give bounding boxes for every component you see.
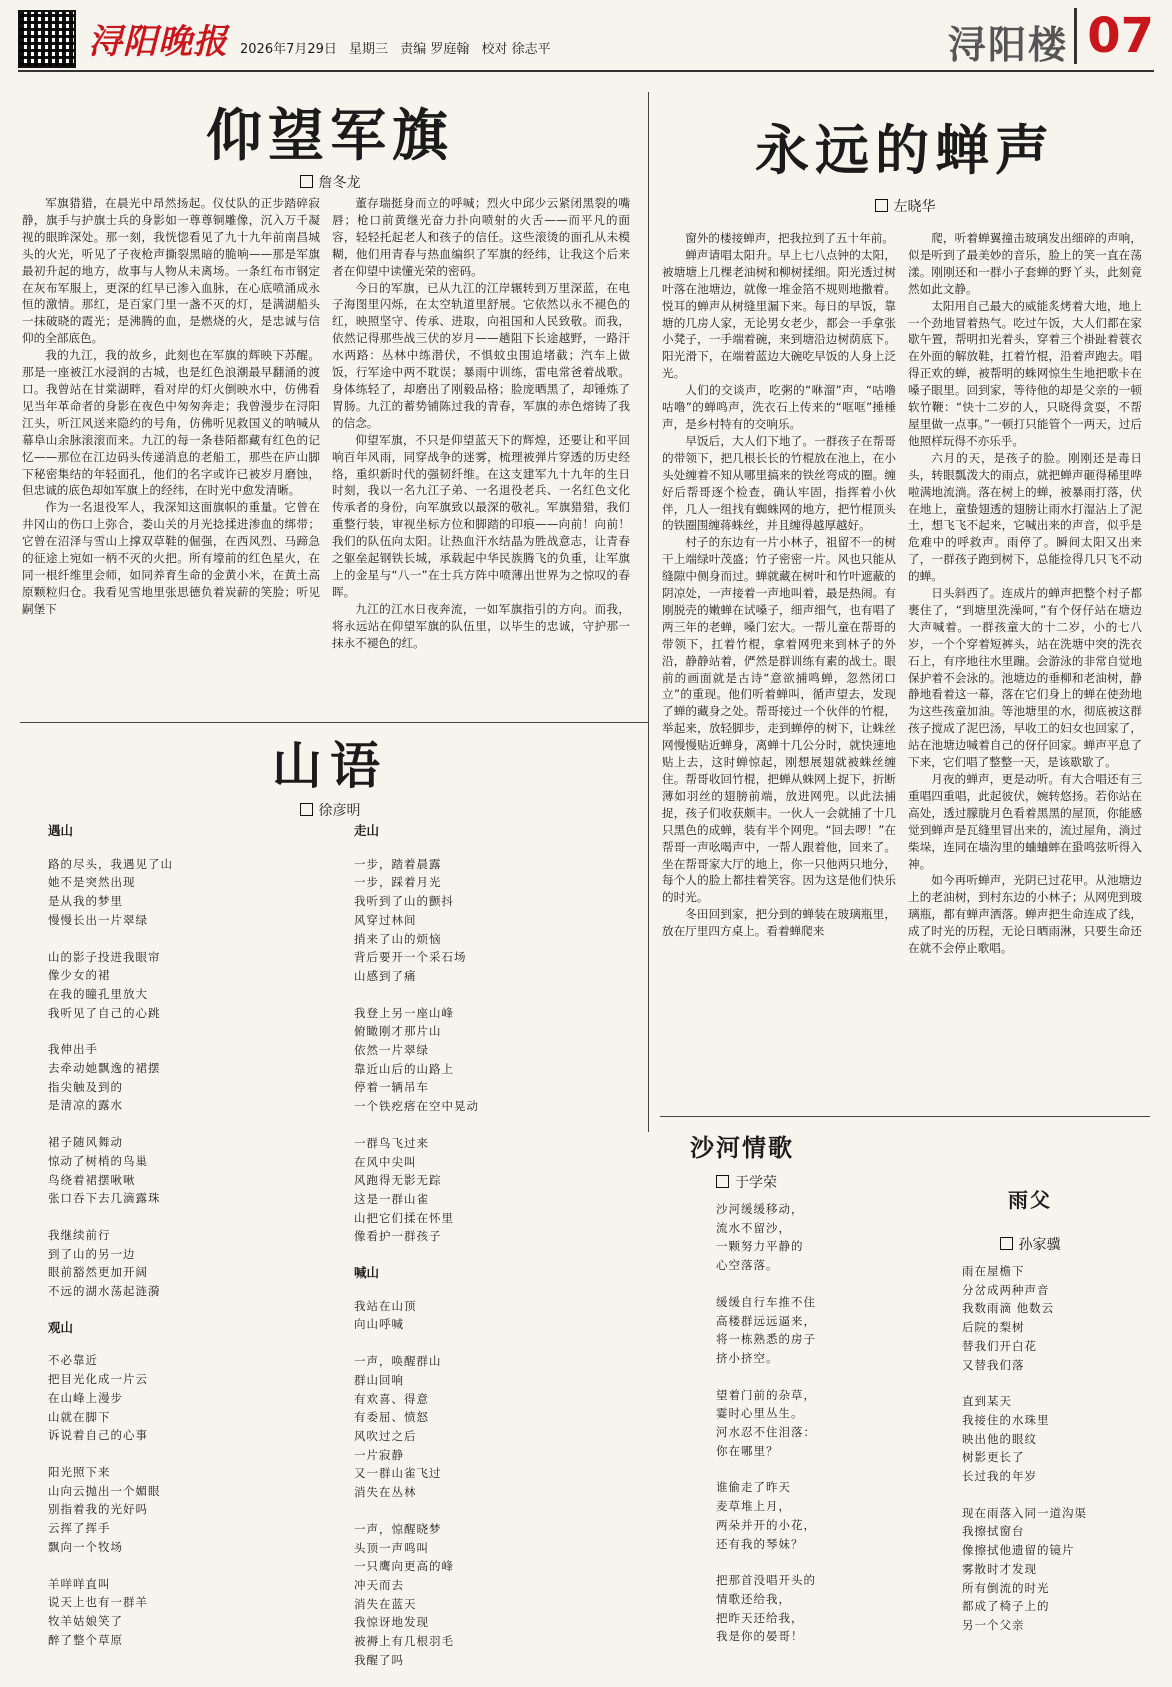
poem-line: 把昨天还给我， [716,1610,804,1625]
poem-line: 俯瞰刚才那片山 [354,1024,442,1039]
poem-shanyu-left [48,816,318,1667]
poem-line: 群山回响 [354,1372,404,1387]
poem-line: 羊咩咩直叫 [48,1576,111,1591]
poem-stanza [48,948,318,1023]
proof-credit: 校对 徐志平 [481,42,551,57]
poem-line: 山把它们揉在怀里 [354,1210,454,1225]
poem-line: 把那首没唱开头的 [716,1573,816,1588]
poem-line: 像擦拭他遗留的镜片 [962,1543,1075,1558]
poem-line: 一步，踏着晨露 [354,856,442,871]
poem-line: 捎来了山的烦恼 [354,931,442,946]
poem-line: 靠近山后的山路上 [354,1061,454,1076]
poem-line: 分岔成两种声音 [962,1282,1050,1297]
poem-stanza [48,1226,318,1301]
paragraph: 早饭后，大人们下地了。一群孩子在帮哥的带领下，把几根长长的竹棍放在池上，在小头处缠着不知从哪里搞来的铁丝弯成的圈。缠好后帮哥逐个检查，确认牢固，指挥着小伙伴，几人一组找有蜘蛛网的地方，把竹棍顶头的铁圈围缠蒋蛛丝，并且缠得越厚越好。 [662,433,896,533]
poem-stanza [962,1392,1152,1486]
poem-line: 像少女的裙 [48,968,111,983]
poem-line: 消失在蓝天 [354,1596,417,1611]
poem-stanza [48,855,318,930]
poem-line: 路的尽头，我遇见了山 [48,856,173,871]
poem-stanza [716,1386,916,1461]
poem-subtitle: 观山 [48,1319,74,1335]
paragraph: 仰望军旗，不只是仰望蓝天下的辉煌，还要让和平回响百年风雨，同穿战争的迷雾，梳理被弹片穿透的历史经络，重织新时代的强韧纤维。在这支建军九十九年的生日时刻，我以一名九江子弟、一名退役老兵、一名红色文化传承者的身份，向军旗致以最深的敬礼。军旗猎猎，我们重整行装，审视坐标方位和脚踏的印痕——向前！向前！我们的队伍向太阳。让热血汗水结晶为胜战意志，让青春之躯垒起钢铁长城，承载起中华民族腾飞的负重，让军旗上的金星与“八一”在士兵方阵中喷薄出世界为之惊叹的春晖。 [332,432,630,599]
column-divider [648,92,649,1132]
poem-shanyu-title: 山语 [272,736,388,795]
poem-shanyu-right [354,816,634,1687]
poem-line: 直到某天 [962,1394,1012,1409]
poem-line: 心空落落。 [716,1258,779,1273]
article1-title: 仰望军旗 [206,103,454,169]
poem-line: 阳光照下来 [48,1464,111,1479]
poem-line: 不远的湖水荡起涟漪 [48,1284,161,1299]
poem-line: 在山峰上漫步 [48,1390,123,1405]
poem-line: 醉了整个草原 [48,1632,123,1647]
poem-line: 慢慢长出一片翠绿 [48,912,148,927]
poem-line: 一声，惊醒晓梦 [354,1521,442,1536]
poem-stanza [716,1478,916,1553]
poem-line: 挤小挤空。 [716,1350,779,1365]
poem-stanza [354,1004,634,1116]
poem-yufu-author: 孙家骥 [1018,1237,1061,1253]
poem-line: 映出他的眼纹 [962,1431,1037,1446]
poem-line: 张口吞下去几滴露珠 [48,1191,161,1206]
poem-line: 沙河缓缓移动， [716,1202,804,1216]
poem-line: 我伸出手 [48,1042,98,1057]
section-name: 浔阳楼 [947,22,1068,67]
poem-line: 惊动了树梢的鸟巢 [48,1153,148,1168]
article2-byline [660,196,1150,216]
poem-line: 我擦拭窗台 [962,1524,1025,1539]
poem-shahe-body [716,1200,916,1664]
page-header [18,8,1154,70]
poem-line: 我数雨滴 他数云 [962,1301,1055,1316]
poem-line: 诉说着自己的心事 [48,1428,148,1443]
paragraph: 蝉声请唱太阳升。早上七八点钟的太阳，被塘塘上几棵老油树和柳树揉细。阳光透过树叶落在池塘边，就像一堆金箔不规则地撒着。悦耳的蝉声从树缝里漏下来。每日的早饭，靠塘的几房人家，无论男女老少，都会一手拿张小凳子，一手端着碗，来到塘沿边树荫底下。阳光滑下，在端着蓝边大碗吃早饭的人身上泛光。 [662,247,896,381]
qr-code-icon[interactable] [18,10,76,68]
poem-line: 风穿过林间 [354,912,417,927]
poem-line: 望着门前的杂草， [716,1387,816,1402]
poem-stanza [48,1463,318,1557]
poem-line: 别指着我的光好吗 [48,1502,148,1517]
header-info [240,38,559,57]
poem-line: 长过我的年岁 [962,1469,1037,1484]
poem-stanza [48,1133,318,1208]
poem-line: 有欢喜、得意 [354,1391,429,1406]
poem-line: 风吹过之后 [354,1428,417,1443]
poem-yufu-body [962,1262,1152,1653]
poem-line: 头顶一声鸣叫 [354,1540,429,1555]
paragraph: 村子的东边有一片小林子，祖留不一的树干上端绿叶茂盛；竹子密密一片。风也只能从缝隙中侧身而过。蝉就藏在树叶和竹叶遮蔽的阴凉处，一声接着一声地叫着，最是热闹。有刚脱壳的嫩蝉在试嗓子，细声细气，也有唱了两三年的老蝉，嗓门宏大。一帮儿童在帮哥的带领下，扛着竹棍，拿着网兜来到林子的外沿，静静站着，俨然是群训练有素的战士。眼前的画面就是古诗“意欲捕鸣蝉，忽然闭口立”的重现。他们听着蝉叫，循声望去，发现了蝉的藏身之处。帮哥接过一个伙伴的竹棍，举起来，放轻脚步，走到蝉停的树下，让蛛丝网慢慢贴近蝉身，离蝉十几公分时，就快速地贴上去，这时蝉惊起，刚想展翅就被蛛丝缠住。帮哥收回竹棍，把蝉从蛛网上捉下，折断薄如羽丝的翅膀前端，放进网兜。以此法捕捉，孩子们收获颇丰。一伙人一会就捕了十几只黑色的成蝉，装有半个网兜。“回去啰！”在帮哥一声吆喝声中，一帮人跟着他，回来了。坐在帮哥家大厅的地上，你一只他两只地分，每个人的脸上都挂着笑容。因为这是他们快乐的时光。 [662,535,896,905]
poem-stanza [962,1262,1152,1374]
poem-stanza [48,1351,318,1445]
poem-line: 麦草堆上月， [716,1499,791,1514]
poem-line: 高楼群远远逼来， [716,1313,816,1328]
poem-line: 说天上也有一群羊 [48,1595,148,1610]
poem-line: 我惊讶地发现 [354,1615,429,1630]
poem-line: 裙子随风舞动 [48,1135,123,1150]
poem-stanza [716,1293,916,1368]
poem-line: 一个铁疙瘩在空中晃动 [354,1099,479,1114]
poem-line: 牧羊姑娘笑了 [48,1613,123,1628]
poem-line: 我接住的水珠里 [962,1412,1050,1427]
poem-line: 山向云抛出一个媚眼 [48,1483,161,1498]
poem-line: 雨在屋檐下 [962,1264,1025,1278]
paragraph: 今日的军旗，已从九江的江岸辗转到万里深蓝，在电子海图里闪烁，在太空轨道里舒展。它依然以永不褪色的红，映照坚守、传承、进取，向祖国和人民致敬。而我，依然记得那些战三伏的岁月——趟阻下长途越野，一路汗水两路：丛林中练潜伏，不惧蚊虫围追堵截；汽车上做饭，行军途中两不耽误；暴雨中训练，雷电常爸着战歌。身体练轻了，却磨出了刚毅品格；脸庞晒黑了，却锤炼了胃肠。九江的蓄势铺陈过我的青春，军旗的赤色熔铸了我的信念。 [332,280,630,430]
poem-shanyu-author: 徐彦明 [318,803,361,819]
poem-stanza [716,1571,916,1646]
poem-line: 缓缓自行车推不住 [716,1294,816,1309]
article1-column-2 [332,195,630,715]
poem-line: 现在雨落入同一道沟渠 [962,1505,1087,1520]
poem-line: 所有倒流的时光 [962,1580,1050,1595]
article2-title: 永远的蝉声 [755,118,1055,182]
poem-shahe-title: 沙河情歌 [690,1133,794,1162]
poem-stanza [354,1134,634,1246]
poem-stanza [962,1504,1152,1635]
poem-line: 又一群山雀飞过 [354,1466,442,1481]
poem-line: 风跑得无影无踪 [354,1173,442,1188]
paragraph: 六月的天，是孩子的脸。刚刚还是毒日头，转眼瓢泼大的雨点，就把蝉声砸得稀里哗啦满地流淌。落在树上的蝉，被暴雨打落，伏在地上，童蛰翅透的翅膀让雨水打湿沾上了泥土，想飞飞不起来，它喊出来的声音，似乎是危难中的呼救声。雨停了。瞬间太阳又出来了，一群孩子跑到树下，总能捡得几只飞不动的蝉。 [908,450,1142,584]
poem-line: 我继续前行 [48,1227,111,1242]
poem-line: 消失在丛林 [354,1485,417,1500]
paragraph: 日头斜西了。连成片的蝉声把整个村子都裹住了，“到塘里洗澡呵，”有个伢仔站在塘边大声喊着。一群孩童大的十二岁，小的七八岁，一个个穿着短裤头，站在洗塘中突的洗衣石上，有序地往水里蹦。会游泳的非常自觉地保护着不会泳的。池塘边的垂柳和老油树，静静地看着这一幕，落在它们身上的蝉在使劲地为这些孩童加油。等池塘里的水，彻底被这群孩子搅成了泥巴汤，早收工的妇女也回家了，站在池塘边喊着自己的伢仔回家。蝉声平息了下来，它们唱了整整一天，是该歇歇了。 [908,586,1142,770]
article1-author: 詹冬龙 [318,175,361,191]
poem-shahe-byline [716,1172,896,1192]
header-rule [18,70,1154,72]
poem-line: 向山呼喊 [354,1317,404,1332]
poem-line: 谁偷走了昨天 [716,1480,791,1495]
poem-line: 去牵动她飘逸的裙摆 [48,1061,161,1076]
poem-line: 一声，唤醒群山 [354,1354,442,1369]
paragraph: 作为一名退役军人，我深知这面旗帜的重量。它曾在井冈山的伤口上弥合，娄山关的月光捻揉进渗血的绑带；它曾在沼泽与雪山上撑双草鞋的倔强，在西风烈、马蹄急的征途上宛如一柄不灭的火把。所有壕前的红色星火，在同一根纤维里会师，如同养育生命的金黄小米，在黄土高原颗粒归仓。我看见雪地里张思德负着炭薪的笑脸；听见嗣堡下 [22,500,320,616]
poem-line: 有委屈、愤怒 [354,1410,429,1425]
paragraph: 人们的交谈声，吃粥的“咻溜”声，“咕噜咕噜”的蝉鸣声，洗衣石上传来的“哐哐”捶棰声，是乡村特有的交响乐。 [662,383,896,431]
poem-line: 替我们开白花 [962,1338,1037,1353]
poem-line: 被褥上有几根羽毛 [354,1634,454,1649]
poem-line: 在风中尖叫 [354,1154,417,1169]
poem-line: 把目光化成一片云 [48,1372,148,1387]
paragraph: 董存瑞挺身而立的呼喊；烈火中邱少云紧闭黑裂的嘴唇；枪口前黄继光奋力扑向喷射的火舌——而平凡的面容，轻轻托起老人和孩子的信任。这些滚烫的面孔从未模糊，他们用青春与热血编织了军旗的经纬，让我这个后来者在仰望中读懂光荣的密码。 [332,196,630,278]
poem-subtitle: 遇山 [48,823,74,838]
poem-line: 背后要开一个采石场 [354,950,467,965]
page-number: 07 [1074,8,1154,64]
issue-date: 2026年7月29日 [240,42,337,57]
poem-line: 一群鸟飞过来 [354,1135,429,1150]
newspaper-logo: 浔阳晚报 [88,22,228,62]
poem-line: 她不是突然出现 [48,875,136,890]
poem-stanza [354,1352,634,1502]
paragraph: 冬田回到家，把分到的蝉装在玻璃瓶里，放在厅里四方桌上。看着蝉爬来 [662,907,896,939]
poem-line: 山的影子投进我眼帘 [48,949,161,964]
poem-line: 霎时心里丛生。 [716,1406,804,1421]
poem-line: 眼前豁然更加开阔 [48,1265,148,1280]
poem-line: 情歌还给我， [716,1591,791,1606]
editor-credit: 责编 罗庭翰 [400,42,470,57]
poem-line: 鸟绕着裙摆啾啾 [48,1172,136,1187]
poem-line: 是清凉的露水 [48,1098,123,1113]
poem-line: 一只鹰向更高的峰 [354,1559,454,1574]
issue-weekday: 星期三 [349,42,389,57]
poem-yufu-title: 雨父 [1008,1188,1052,1212]
paragraph: 如今再听蝉声，光阴已过花甲。从池塘边上的老油树，到村东边的小林子；从网兜到玻璃瓶，都有蝉声洒落。蝉声把生命连成了线，成了时光的历程，无论日晒雨淋，只要生命还在就不会停止歌唱。 [908,873,1142,956]
poem-line: 在我的瞳孔里放大 [48,986,148,1001]
poem-line: 依然一片翠绿 [354,1043,429,1058]
poem-line: 流水不留沙， [716,1220,791,1235]
poem-stanza [48,1040,318,1115]
poem-line: 将一栋熟悉的房子 [716,1332,816,1347]
poem-line: 都成了椅子上的 [962,1599,1050,1614]
article2-author: 左晓华 [893,199,936,215]
paragraph: 军旗猎猎，在晨光中昂然扬起。仪仗队的正步踏碎寂静，旗手与护旗士兵的身影如一尊尊铜雕像，沉入万千凝视的眼眸深处。那一刻，我恍惚看见了九十九年前南昌城头的火光，听见了子夜枪声撕裂黑暗的脆响——那是军旗最初升起的地方，故事与人物从未离场。一条红布市钢定在灰布军服上，更深的红早已渗入血脉，在心底喷涌成永恒的激情。那红，是百家门里一盏不灭的灯，是满湖船头一抹破晓的霞光；是沸腾的血，是燃烧的火，是忠诚与信仰的全部底色。 [22,196,320,346]
poem-line: 这是一群山雀 [354,1191,429,1206]
poem-line: 一步，踩着月光 [354,875,442,890]
poem-line: 像看护一群孩子 [354,1229,442,1244]
poem-line: 我听见了自己的心跳 [48,1005,161,1020]
poem-line: 山感到了痛 [354,968,417,983]
poem-line: 又替我们落 [962,1357,1025,1372]
poem-line: 是从我的梦里 [48,894,123,909]
poem-line: 还有我的琴妹？ [716,1536,804,1551]
poem-line: 不必靠近 [48,1353,98,1368]
article1-byline [20,172,640,192]
poem-line: 停着一辆吊车 [354,1080,429,1095]
poem-line: 一片寂静 [354,1447,404,1462]
poem-line: 云挥了挥手 [48,1521,111,1536]
poem-line: 我听到了山的颤抖 [354,894,454,909]
poem-line: 河水忍不住泪落： [716,1425,816,1440]
divider-line [660,1116,1150,1117]
poem-line: 我站在山顶 [354,1298,417,1313]
poem-line: 树影更长了 [962,1450,1025,1465]
poem-line: 到了山的另一边 [48,1246,136,1261]
poem-yufu-byline [940,1234,1120,1254]
poem-shahe-author: 于学荣 [735,1175,777,1191]
poem-stanza [48,1575,318,1650]
paragraph: 太阳用自己最大的威能炙烤着大地，地上一个劲地冒着热气。吃过午饭，大人们都在家歇午置，帮明扣光着头，穿着三个褂趾着蓑衣在外面的解放鞋，扛着竹棍，沿着声跑去。唱得正欢的蝉，被帮明的蛛网惊生生地把歌卡在嗓子眼里。回到家，等待他的却是父亲的一顿软竹鞭：“快十二岁的人，只晓得贪耍，不帮屋里做一点事。”一顿打只能管个一两天，过后他照样玩得不亦乐乎。 [908,298,1142,448]
poem-line: 你在哪里？ [716,1443,779,1458]
paragraph: 窗外的楼接蝉声，把我拉到了五十年前。 [685,231,894,245]
poem-line: 我登上另一座山峰 [354,1005,454,1020]
article1-column-1 [22,195,320,715]
poem-line: 山就在脚下 [48,1409,111,1424]
poem-line: 另一个父亲 [962,1617,1025,1632]
poem-line: 后院的梨树 [962,1320,1025,1335]
paragraph: 我的九江，我的故乡，此刻也在军旗的辉映下苏醒。那是一座被江水浸润的古城，也是红色浪潮最早翻涌的渡口。我曾站在甘棠湖畔，看对岸的灯火倒映水中，仿佛看见当年革命者的身影在夜色中匆匆奔走；我曾漫步在浔阳江头，听江风送来隐约的号角，仿佛听见救国义的呐喊从幕阜山余脉滚滚而来。九江的每一条巷陌都藏有红色的记忆——那位在江边码头传递消息的老船工，那些在庐山脚下秘密集结的年轻面孔，他们的名字或许已被岁月磨蚀，但忠诚的底色却如军旗上的经纬，在时光中愈发清晰。 [22,348,320,498]
paragraph: 爬，听着蝉翼撞击玻璃发出细碎的声响，似是听到了最美妙的音乐，脸上的笑一直在荡漾。刚刚还和一群小子套蝉的野丫头，此刻竟然如此文静。 [908,231,1142,296]
poem-subtitle: 走山 [354,823,380,838]
paragraph: 月夜的蝉声，更是动听。有大合唱还有三重唱四重唱，此起彼伏，婉转悠扬。若你站在高处，透过朦胧月色看着黑黑的屋顶，你能感觉到蝉声是瓦缝里冒出来的，流过屋角，淌过柴垛，连同在墙沟里的蛐蛐蟀在蛩鸣弦听得入神。 [908,772,1142,871]
article2-column-1 [662,230,896,1110]
poem-line: 我是你的晏哥！ [716,1629,804,1644]
poem-line: 我醒了吗 [354,1652,404,1667]
poem-stanza [354,855,634,986]
poem-line: 飘向一个牧场 [48,1539,123,1554]
article2-column-2 [908,230,1142,1110]
divider-line [20,722,648,723]
poem-line: 一颗努力平静的 [716,1239,804,1254]
poem-stanza [354,1297,634,1334]
paragraph: 九江的江水日夜奔流，一如军旗指引的方向。而我，将永远站在仰望军旗的队伍里，以毕生的忠诚，守护那一抹永不褪色的红。 [332,601,630,650]
poem-line: 两朵并开的小花， [716,1517,816,1532]
poem-stanza [716,1200,916,1275]
poem-subtitle: 喊山 [354,1265,380,1281]
poem-line: 指尖触及到的 [48,1079,123,1094]
poem-line: 雾散时才发现 [962,1561,1037,1576]
poem-stanza [354,1520,634,1670]
poem-line: 冲天而去 [354,1577,404,1592]
